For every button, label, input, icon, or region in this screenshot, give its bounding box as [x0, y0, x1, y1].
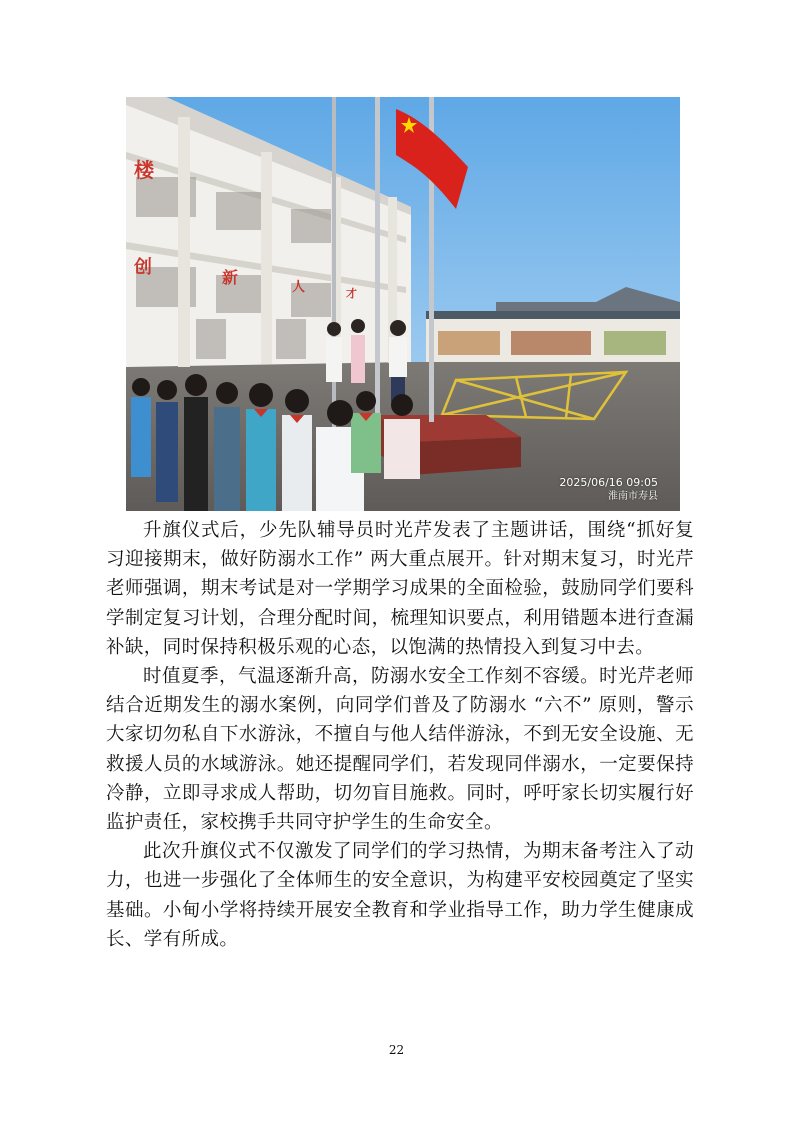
- photo-timestamp-stamp: [559, 476, 658, 503]
- photo-scene: [126, 97, 680, 511]
- page-number: 22: [388, 1043, 405, 1057]
- article-paragraph: 升旗仪式后，少先队辅导员时光芹发表了主题讲话，围绕“抓好复习迎接期末，做好防溺水工作” 两大重点展开。针对期末复习，时光芹老师强调，期末考试是对一学期学习成果的全面检验，鼓励同学们要科学制定复习计划，合理分配时间，梳理知识要点，利用错题本进行查漏补缺，同时保持积极乐观的心态，以饱满的热情投入到复习中去。: [106, 520, 694, 658]
- article-body: [106, 516, 694, 954]
- article-paragraph: 时值夏季，气温逐渐升高，防溺水安全工作刻不容缓。时光芹老师结合近期发生的溺水案例，向同学们普及了防溺水 “六不” 原则，警示大家切勿私自下水游泳，不擅自与他人结伴游泳，不到无安全设施、无救援人员的水域游泳。她还提醒同学们，若发现同伴溺水，一定要保持冷静，立即寻求成人帮助，切勿盲目施救。同时，呼吁家长切实履行好监护责任，家校携手共同守护学生的生命安全。: [106, 666, 694, 834]
- banner-char: 创: [134, 257, 152, 278]
- banner-char: 新: [222, 268, 239, 287]
- article-paragraph: 此次升旗仪式不仅激发了同学们的学习热情，为期末备考注入了动力，也进一步强化了全体师生的安全意识，为构建平安校园奠定了坚实基础。小甸小学将持续开展安全教育和学业指导工作，助力学生健康成长、学有所成。: [106, 841, 694, 950]
- banner-char: 楼: [134, 158, 154, 182]
- banner-char: 才: [346, 287, 357, 300]
- banner-char: 人: [292, 280, 306, 295]
- photo-timestamp: 2025/06/16 09:05: [559, 476, 658, 489]
- photo-location: 淮南市寿县: [608, 491, 658, 502]
- flag-raising-photo: [126, 97, 680, 511]
